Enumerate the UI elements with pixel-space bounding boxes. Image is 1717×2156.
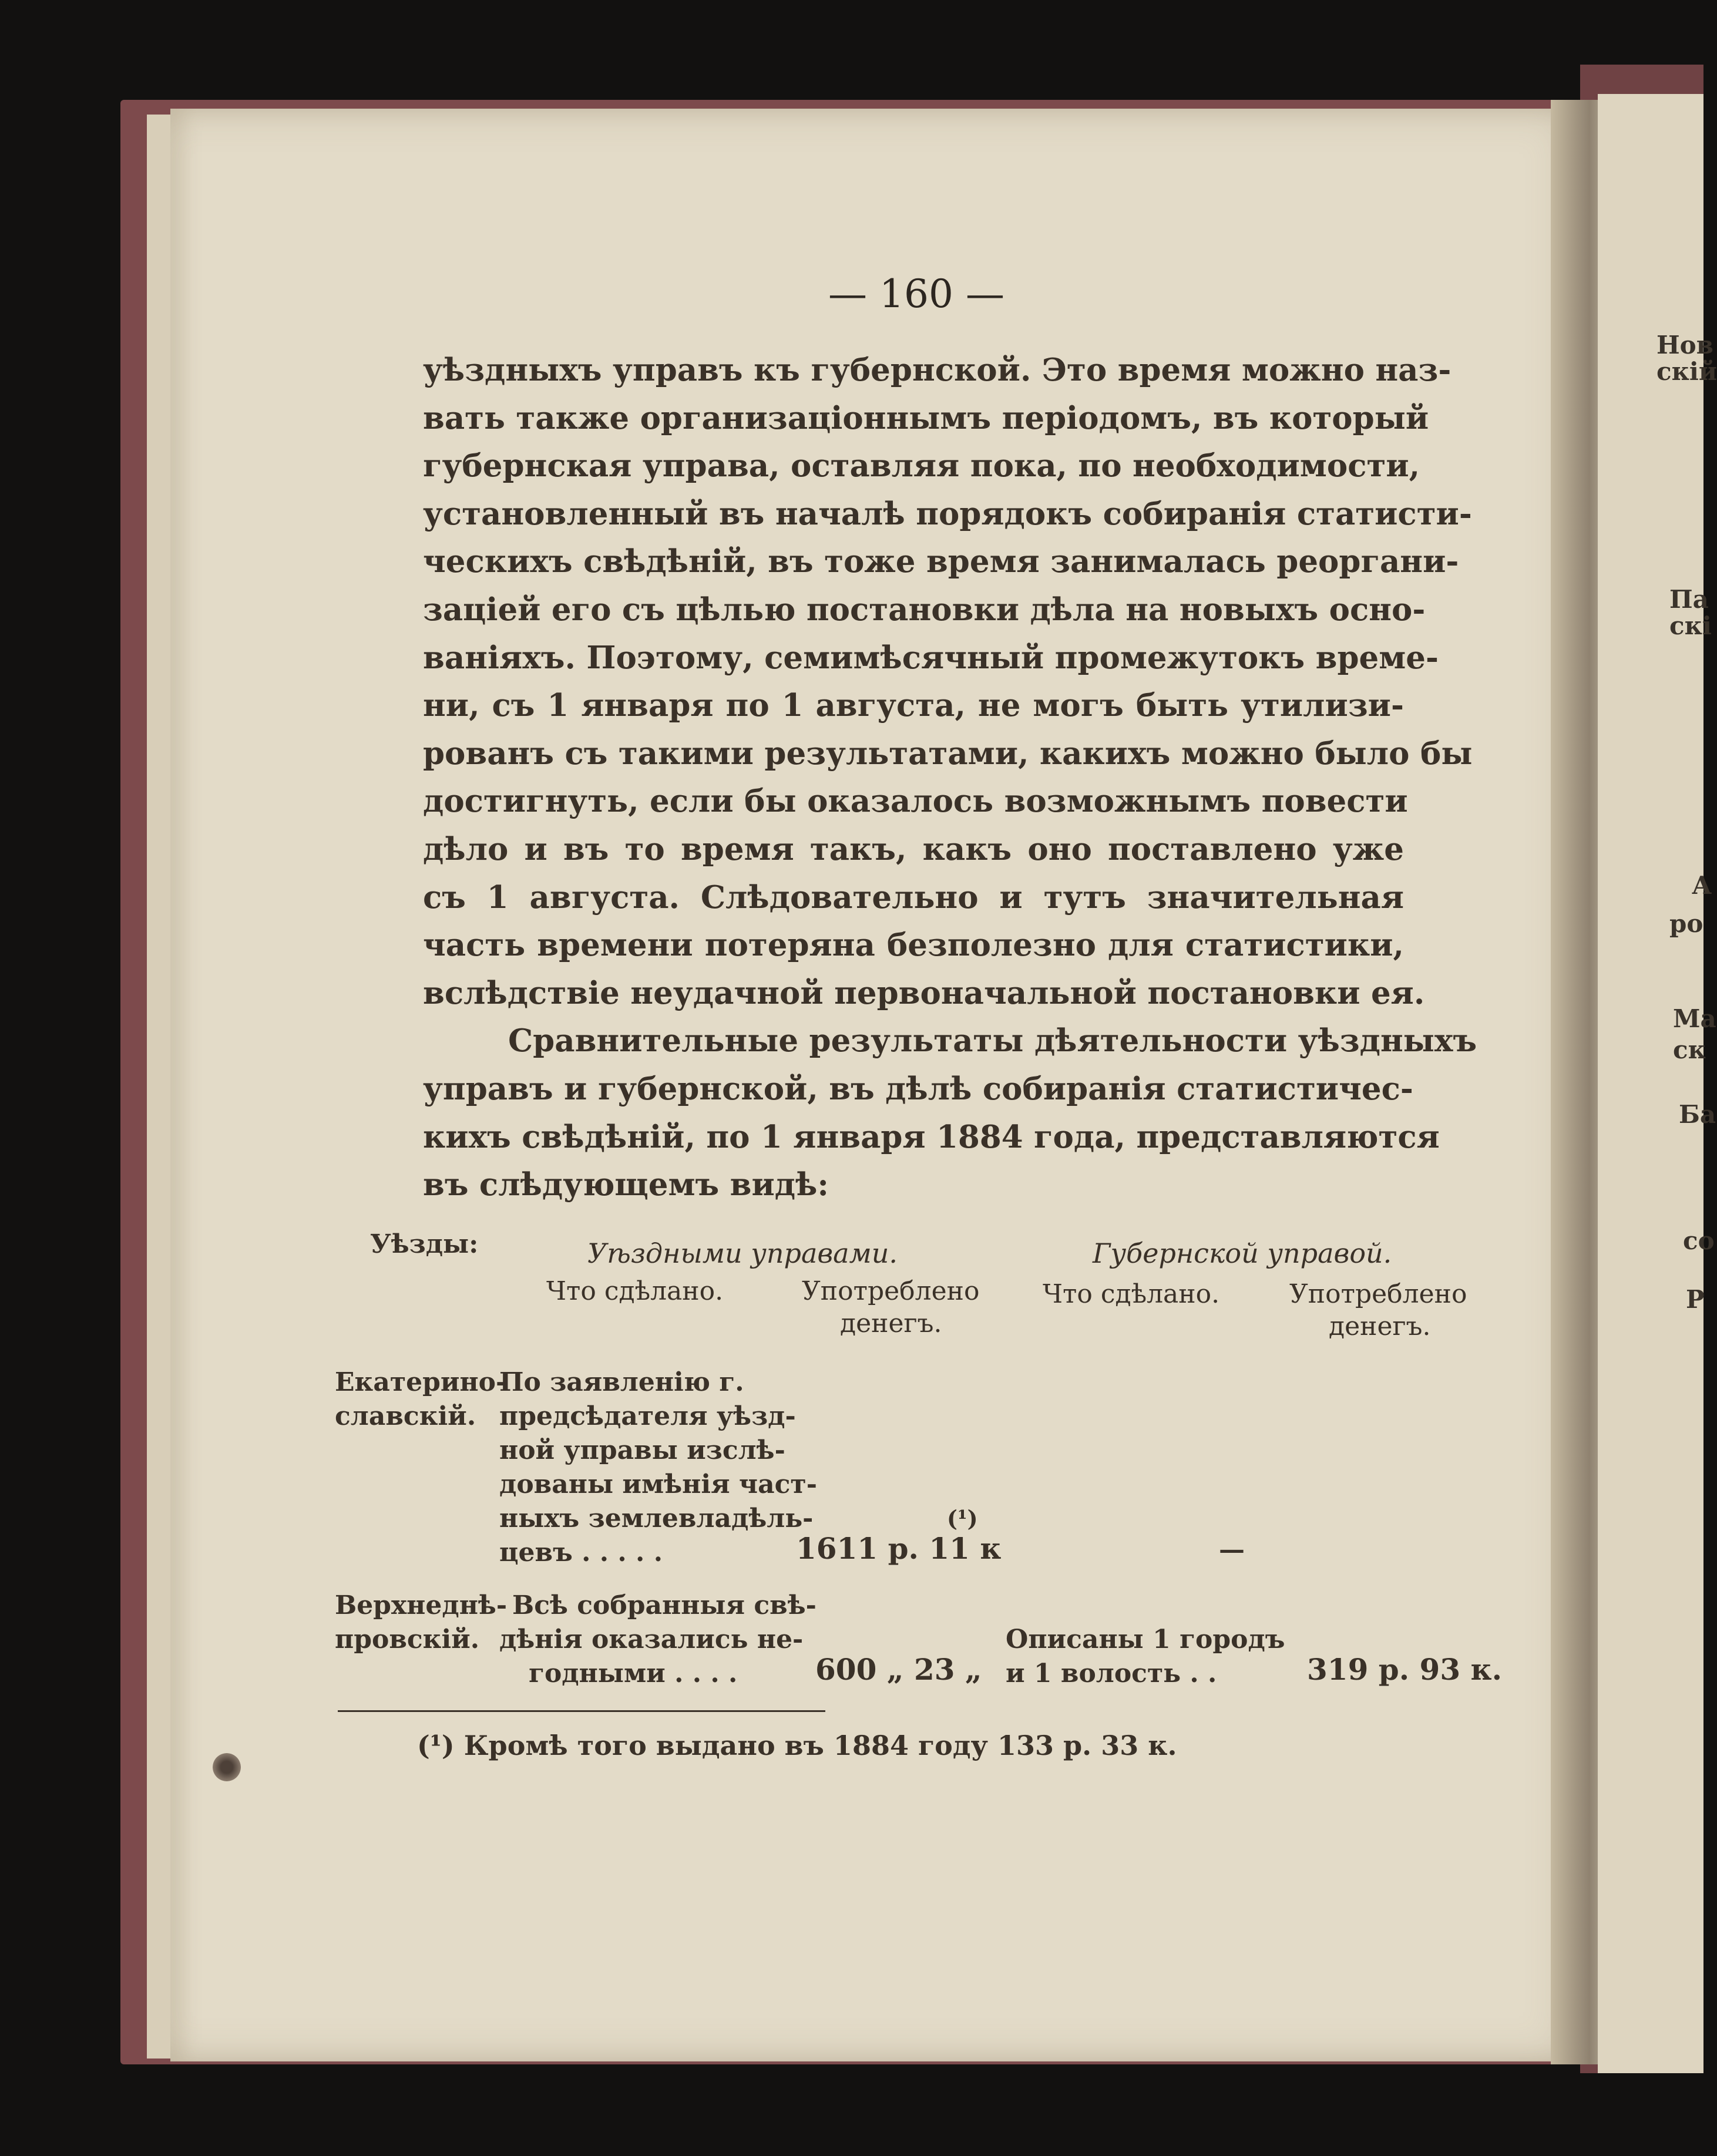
row1-done-line: дованы имѣнія част- (499, 1469, 817, 1499)
table-sub-spent-gub-2: денегъ. (1329, 1311, 1431, 1341)
text-line: губернская управа, оставляя пока, по необходимости, (423, 448, 1420, 485)
right-page-fragment: ск (1673, 1035, 1706, 1064)
text-line: часть времени потеряна безполезно для статистики, (423, 927, 1404, 964)
row1-uezd-name: Екатерино- (335, 1367, 507, 1397)
table-sub-spent-uezd-2: денегъ. (840, 1309, 942, 1338)
row1-done-line: По заявленію г. (499, 1367, 744, 1397)
text-line: уѣздныхъ управъ къ губернской. Это время можно наз- (423, 352, 1451, 388)
right-page-fragment: Ма (1673, 1004, 1716, 1033)
text-line: ни, съ 1 января по 1 августа, не могъ быть утилизи- (423, 687, 1404, 724)
text-line: ческихъ свѣдѣній, въ тоже время занималась реоргани- (423, 543, 1459, 580)
row2-gub-spent: 319 р. 93 к. (1307, 1652, 1503, 1687)
right-page-fragment: Р (1686, 1285, 1705, 1314)
table-group-uezd: Уѣздными управами. (587, 1237, 898, 1269)
right-page-fragment: Ба (1679, 1100, 1716, 1129)
row1-spent: 1611 р. 11 к (796, 1531, 1002, 1566)
text-line: Сравнительные результаты дѣятельности уѣздныхъ (508, 1022, 1477, 1059)
text-line: установленный въ началѣ порядокъ собиранія статисти- (423, 495, 1472, 532)
text-line: кихъ свѣдѣній, по 1 января 1884 года, представляются (423, 1118, 1440, 1155)
row2-done-line: годными . . . . (529, 1659, 738, 1689)
page-edges (147, 115, 173, 2059)
page-number: — 160 — (828, 271, 1004, 317)
table-sub-spent-uezd: Употреблено (802, 1276, 980, 1306)
right-page-fragment: Па (1669, 585, 1709, 614)
row2-done-line: дѣнія оказались не- (499, 1624, 804, 1654)
text-line: вслѣдствіе неудачной первоначальной постановки ея. (423, 974, 1425, 1011)
table-sub-done-gub: Что сдѣлано. (1043, 1279, 1220, 1309)
right-page-fragment: ро (1669, 909, 1703, 938)
row2-gub-done: Описаны 1 городъ (1006, 1624, 1285, 1654)
text-line: съ 1 августа. Слѣдовательно и тутъ значительная (423, 879, 1404, 916)
text-line: вать также организаціоннымъ періодомъ, въ который (423, 399, 1429, 436)
right-page (1598, 94, 1717, 2073)
row2-done-line: Всѣ собранныя свѣ- (512, 1590, 817, 1620)
row1-gub-spent: — (1219, 1535, 1245, 1565)
text-line: достигнуть, если бы оказалось возможнымъ повести (423, 783, 1408, 820)
right-page-fragment: со (1683, 1226, 1715, 1255)
table-group-gub: Губернской управой. (1093, 1237, 1392, 1269)
text-line: рованъ съ такими результатами, какихъ можно было бы (423, 735, 1473, 772)
row2-gub-done-2: и 1 волость . . (1006, 1659, 1217, 1689)
right-page-fragment: скі (1669, 611, 1712, 640)
footnote-rule (338, 1710, 825, 1712)
body-text (423, 347, 1477, 1209)
row2-uezd-name-2: провскій. (335, 1624, 480, 1654)
footnote: (¹) Кромѣ того выдано въ 1884 году 133 р. 33 к. (417, 1730, 1177, 1761)
row1-done-line: ной управы изслѣ- (499, 1435, 785, 1465)
row1-done-line: ныхъ землевладѣль- (499, 1504, 814, 1533)
page-stain (213, 1753, 241, 1781)
row1-uezd-name-2: славскій. (335, 1401, 476, 1431)
row2-uezd-name: Верхнеднѣ- (335, 1590, 508, 1620)
right-page-fragment: А (1692, 871, 1712, 900)
row1-note-mark: (¹) (947, 1505, 978, 1532)
text-line: ваніяхъ. Поэтому, семимѣсячный промежутокъ време- (423, 639, 1439, 676)
row2-spent: 600 „ 23 „ (815, 1652, 982, 1687)
row1-done-line: цевъ . . . . . (499, 1538, 663, 1568)
row1-done-line: предсѣдателя уѣзд- (499, 1401, 796, 1431)
text-line: въ слѣдующемъ видѣ: (423, 1166, 829, 1203)
right-page-fragment: Нов (1656, 331, 1713, 359)
text-line: управъ и губернской, въ дѣлѣ собиранія статистичес- (423, 1070, 1413, 1107)
table-sub-spent-gub: Употреблено (1289, 1279, 1467, 1309)
table-header-uezdy: Уѣзды: (370, 1229, 479, 1259)
table-sub-done-uezd: Что сдѣлано. (546, 1276, 724, 1306)
text-line: дѣло и въ то время такъ, какъ оно поставлено уже (423, 830, 1404, 867)
right-page-fragment: скій (1656, 357, 1717, 386)
text-line: заціей его съ цѣлью постановки дѣла на новыхъ осно- (423, 591, 1426, 628)
